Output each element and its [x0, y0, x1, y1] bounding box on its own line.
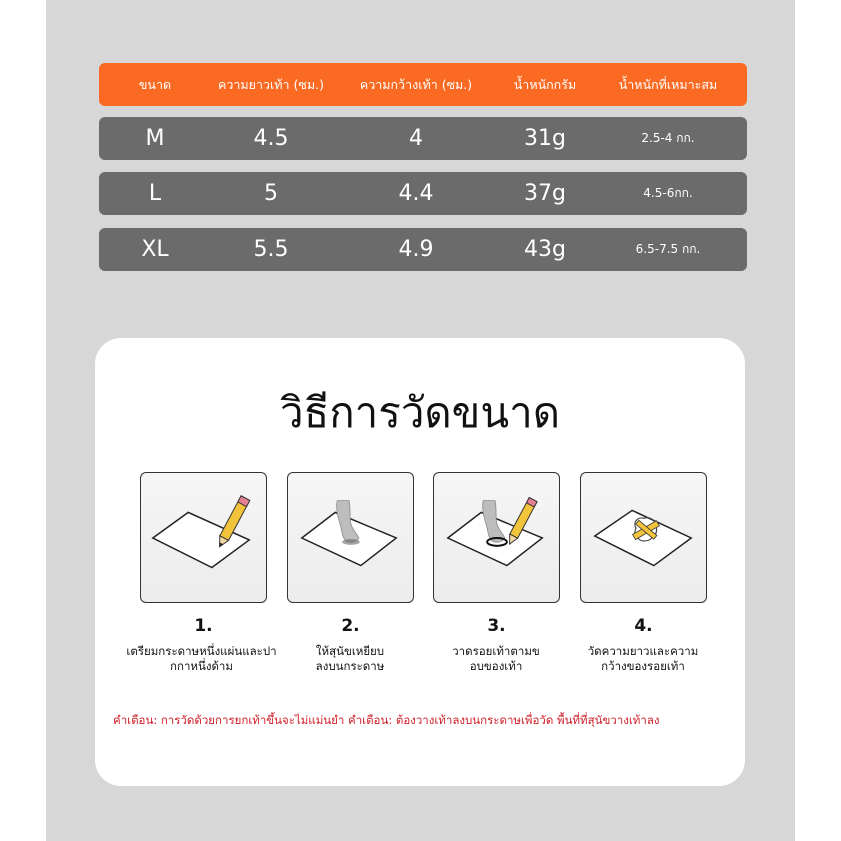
- size-row-l: [99, 172, 747, 215]
- length-cell: 5.5: [253, 237, 289, 262]
- header-size: ขนาด: [138, 76, 172, 92]
- step-2-text: ให้สุนัขเหยียบ ลงบนกระดาษ: [315, 644, 385, 673]
- weight-cell: 43g: [524, 237, 566, 262]
- step-3-number: 3.: [487, 616, 506, 636]
- header-foot-length: ความยาวเท้า (ซม.): [218, 76, 324, 92]
- paper-pencil-icon: [141, 473, 266, 602]
- step-1-number: 1.: [194, 616, 213, 636]
- measurement-guide-card: [95, 338, 745, 786]
- step-4-illustration: [580, 472, 707, 603]
- suitable-weight-cell: 6.5-7.5 กก.: [635, 242, 701, 256]
- step-4-number: 4.: [634, 616, 653, 636]
- trace-paw-icon: [434, 473, 559, 602]
- paw-on-paper-icon: [288, 473, 413, 602]
- step-2-illustration: [287, 472, 414, 603]
- weight-cell: 31g: [524, 126, 566, 151]
- measure-ruler-icon: [581, 473, 706, 602]
- step-3-illustration: [433, 472, 560, 603]
- length-cell: 5: [264, 181, 278, 206]
- suitable-weight-cell: 4.5-6กก.: [643, 186, 693, 200]
- header-weight-grams: น้ำหนักกรัม: [513, 76, 577, 92]
- size-table-header: [99, 63, 747, 106]
- step-1-text: เตรียมกระดาษหนึ่งแผ่นและปา กกาหนึ่งด้าม: [126, 644, 277, 673]
- suitable-weight-cell: 2.5-4 กก.: [641, 131, 695, 145]
- size-cell: L: [148, 181, 162, 206]
- width-cell: 4.9: [398, 237, 434, 262]
- weight-cell: 37g: [524, 181, 566, 206]
- step-3-text: วาดรอยเท้าตามข อบของเท้า: [452, 644, 540, 673]
- guide-title: วิธีการวัดขนาด: [280, 388, 560, 437]
- size-row-xl: [99, 228, 747, 271]
- step-1-illustration: [140, 472, 267, 603]
- width-cell: 4.4: [398, 181, 434, 206]
- header-suitable-weight: น้ำหนักที่เหมาะสม: [618, 76, 718, 92]
- step-4-text: วัดความยาวและความ กว้างของรอยเท้า: [587, 644, 699, 673]
- warning-text: คำเตือน: การวัดด้วยการยกเท้าขึ้นจะไม่แม่นยำ คำเตือน: ต้องวางเท้าลงบนกระดาษเพื่อวัด พื้นที่ที่สุนัขวางเท้าลง: [113, 713, 660, 727]
- size-cell: XL: [141, 237, 169, 262]
- size-cell: M: [145, 126, 165, 151]
- length-cell: 4.5: [253, 126, 289, 151]
- width-cell: 4: [409, 126, 423, 151]
- header-foot-width: ความกว้างเท้า (ซม.): [359, 76, 473, 92]
- step-2-number: 2.: [341, 616, 360, 636]
- size-row-m: [99, 117, 747, 160]
